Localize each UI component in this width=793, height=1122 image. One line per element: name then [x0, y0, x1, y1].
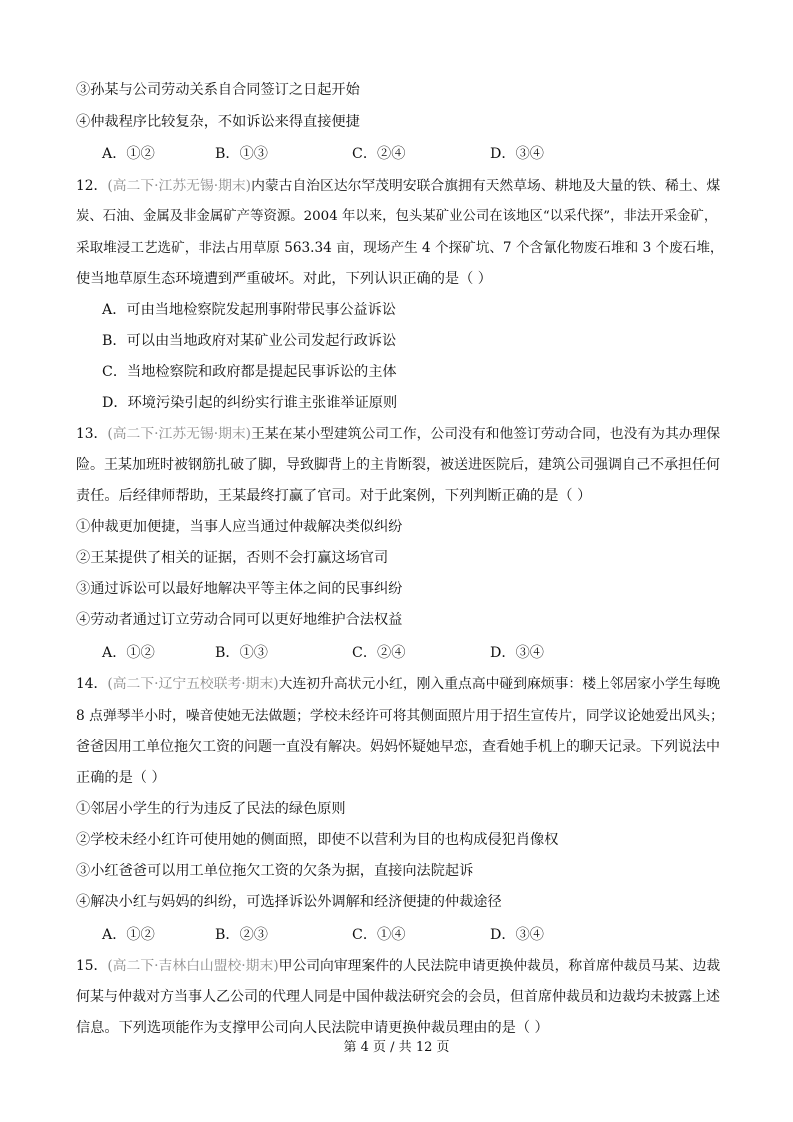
q13-stem-line-3: 责任。后经律师帮助，王某最终打赢了官司。对于此案例，下列判断正确的是（ ） — [76, 488, 592, 504]
page-footer: 第 4 页 / 共 12 页 — [343, 1040, 450, 1055]
q13-item-1: ①仲裁更加便捷，当事人应当通过仲裁解决类似纠纷 — [76, 519, 403, 535]
q15-source-tag: (高二下·吉林白山盟校·期末) — [107, 958, 279, 974]
q15-stem-line-2: 何某与仲裁对方当事人乙公司的代理人同是中国仲裁法研究会的会员，但首席仲裁员和边裁均未披露上述 — [76, 989, 720, 1005]
q12-option-b: B．可以由当地政府对某矿业公司发起行政诉讼 — [102, 333, 397, 349]
q12-number: 12． — [76, 178, 108, 194]
q14-choice-c: C．①④ — [352, 927, 406, 943]
q14-stem-line-3: 爸爸因用工单位拖欠工资的问题一直没有解决。妈妈怀疑她早恋，查看她手机上的聊天记录。下列说法中 — [76, 739, 720, 755]
q12-option-c: C．当地检察院和政府都是提起民事诉讼的主体 — [102, 364, 397, 380]
q14-choice-b: B．②③ — [215, 927, 268, 943]
q15-number: 15． — [76, 958, 108, 974]
q13-item-2: ②王某提供了相关的证据，否则不会打赢这场官司 — [76, 550, 389, 566]
q15-stem-text: 甲公司向审理案件的人民法院申请更换仲裁员，称首席仲裁员马某、边裁 — [278, 958, 721, 974]
q14-number: 14． — [76, 676, 108, 692]
q11-item-4: ④仲裁程序比较复杂，不如诉讼来得直接便捷 — [76, 114, 360, 130]
q13-stem-line-1 — [76, 424, 720, 444]
q13-choice-a: A．①② — [102, 645, 155, 661]
q13-choice-b: B．①③ — [215, 645, 268, 661]
q12-stem-line-1 — [76, 176, 720, 196]
q12-stem-line-4: 使当地草原生态环境遭到严重破坏。对此，下列认识正确的是（ ） — [76, 271, 492, 287]
q14-source-tag: (高二下·辽宁五校联考·期末) — [107, 676, 279, 692]
q13-item-3: ③通过诉讼可以最好地解决平等主体之间的民事纠纷 — [76, 581, 403, 597]
q14-item-4: ④解决小红与妈妈的纠纷，可选择诉讼外调解和经济便捷的仲裁途径 — [76, 894, 502, 910]
q14-item-1: ①邻居小学生的行为违反了民法的绿色原则 — [76, 801, 346, 817]
q12-stem-line-2: 炭、石油、金属及非金属矿产等资源。2004 年以来，包头某矿业公司在该地区“以采代探”，非法开采金矿， — [76, 209, 718, 224]
q15-stem-line-1 — [76, 956, 720, 976]
q13-choice-d: D．③④ — [490, 645, 544, 661]
q14-stem-line-2: 8 点弹琴半小时，噪音使她无法做题；学校未经许可将其侧面照片用于招生宣传片，同学议论她爱出风头； — [76, 708, 724, 724]
q13-number: 13． — [76, 426, 108, 442]
q11-choice-c: C．②④ — [352, 146, 406, 162]
q13-choice-c: C．②④ — [352, 645, 406, 661]
q11-choice-a: A．①② — [102, 146, 155, 162]
q14-stem-line-1 — [76, 674, 720, 694]
q14-choice-d: D．③④ — [490, 927, 544, 943]
q15-stem-line-3: 信息。下列选项能作为支撑甲公司向人民法院申请更换仲裁员理由的是（ ） — [76, 1020, 549, 1036]
q14-item-3: ③小红爸爸可以用工单位拖欠工资的欠条为据，直接向法院起诉 — [76, 863, 474, 879]
q12-source-tag: (高二下·江苏无锡·期末) — [107, 178, 252, 194]
q11-choice-d: D．③④ — [490, 146, 544, 162]
q11-item-3: ③孙某与公司劳动关系自合同签订之日起开始 — [76, 82, 360, 98]
q12-stem-line-3: 采取堆浸工艺选矿，非法占用草原 563.34 亩，现场产生 4 个探矿坑、7 个含氰化物废石堆和 3 个废石堆， — [76, 240, 724, 256]
q11-choice-b: B．①③ — [215, 146, 268, 162]
q13-stem-line-2: 险。王某加班时被钢筋扎破了脚，导致脚背上的主肯断裂，被送进医院后，建筑公司强调自己不承担任何 — [76, 457, 720, 473]
q14-stem-line-4: 正确的是（ ） — [76, 770, 166, 786]
q13-item-4: ④劳动者通过订立劳动合同可以更好地维护合法权益 — [76, 612, 403, 628]
q13-source-tag: (高二下·江苏无锡·期末) — [107, 426, 252, 442]
q12-option-d: D．环境污染引起的纠纷实行谁主张谁举证原则 — [102, 395, 398, 411]
q13-stem-text: 王某在某小型建筑公司工作，公司没有和他签订劳动合同，也没有为其办理保 — [251, 426, 721, 442]
q14-choice-a: A．①② — [102, 927, 155, 943]
q14-item-2: ②学校未经小红许可使用她的侧面照，即使不以营利为目的也构成侵犯肖像权 — [76, 832, 559, 848]
q12-option-a: A．可由当地检察院发起刑事附带民事公益诉讼 — [102, 302, 396, 318]
q12-stem-text: 内蒙古自治区达尔罕茂明安联合旗拥有天然草场、耕地及大量的铁、稀土、煤 — [251, 178, 721, 194]
q14-stem-text: 大连初升高状元小红，刚入重点高中碰到麻烦事：楼上邻居家小学生每晚 — [278, 676, 721, 692]
